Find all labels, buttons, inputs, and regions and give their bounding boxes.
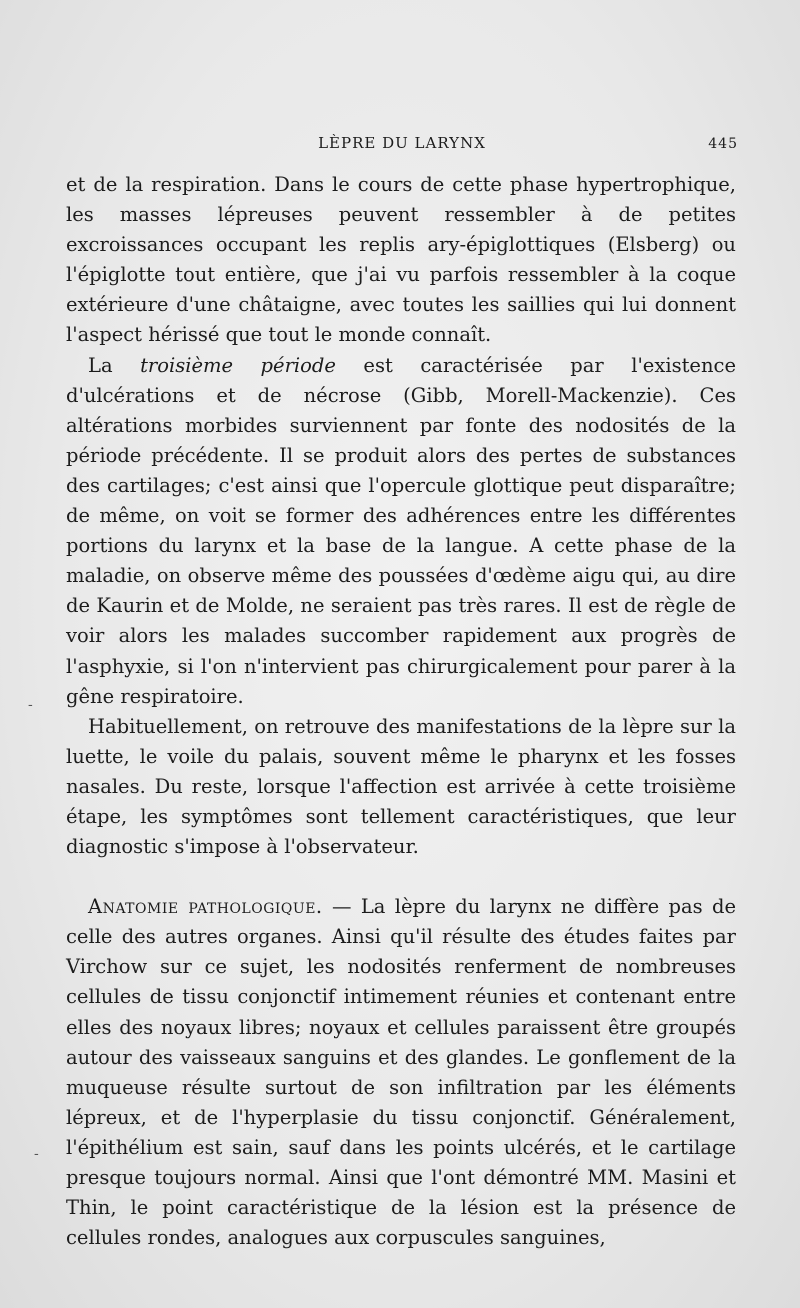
body-text bbox=[66, 170, 736, 1253]
paragraph-text: est caractérisée par l'existence d'ulcérations et de nécrose (Gibb, Morell-Mackenzie). Ces altérations morbides surviennent par fonte des nodosités de la période précédente. Il se produit alors des pertes de substances des cartilages; c'est ainsi que l'opercule glottique peut disparaître; de même, on voit se former des adhérences entre les différentes portions du larynx et la base de la langue. A cette phase de la maladie, on observe même des poussées d'œdème aigu qui, au dire de Kaurin et de Molde, ne seraient pas très rares. Il est de règle de voir alors les malades succomber rapidement aux progrès de l'asphyxie, si l'on n'intervient pas chirurgicalement pour parer à la gêne respiratoire. bbox=[66, 353, 736, 708]
paragraph-manifestations bbox=[66, 712, 736, 862]
paragraph-third-period bbox=[66, 351, 736, 712]
paragraph-continuation bbox=[66, 170, 736, 351]
paragraph-text: — La lèpre du larynx ne diffère pas de celle des autres organes. Ainsi qu'il résulte des études faites par Virchow sur ce sujet, les nodosités renferment de nombreuses cellules de tissu conjonctif intimement réunies et contenant entre elles des noyaux libres; noyaux et cellules paraissent être groupés autour des vaisseaux sanguins et des glandes. Le gonflement de la muqueuse résulte surtout de son infiltration par les éléments lépreux, et de l'hyperplasie du tissu conjonctif. Généralement, l'épithélium est sain, sauf dans les points ulcérés, et le cartilage presque toujours normal. Ainsi que l'ont démontré MM. Masini et Thin, le point caractéristique de la lésion est la présence de cellules rondes, analogues aux corpuscules sanguines, bbox=[66, 895, 736, 1250]
margin-dash-mark: - bbox=[28, 697, 33, 713]
margin-dash-mark: - bbox=[34, 1146, 39, 1162]
page-header bbox=[66, 134, 738, 156]
running-title: LÈPRE DU LARYNX bbox=[318, 134, 486, 152]
section-heading: Anatomie pathologique. bbox=[88, 895, 323, 919]
paragraph-text: Habituellement, on retrouve des manifestations de la lèpre sur la luette, le voile du palais, souvent même le pharynx et les fosses nasales. Du reste, lorsque l'affection est arrivée à cette troisième étape, les symptômes sont tellement caractéristiques, que leur diagnostic s'impose à l'observateur. bbox=[66, 714, 736, 859]
emphasis-term: troisième période bbox=[140, 353, 336, 377]
paragraph-lead: La bbox=[88, 353, 141, 377]
page-number: 445 bbox=[708, 136, 738, 152]
paragraph-text: et de la respiration. Dans le cours de cette phase hypertrophique, les masses lépreuses peuvent ressembler à de petites excroissances occupant les replis ary-épiglottiques (Elsberg) ou l'épiglotte tout entière, que j'ai vu parfois ressembler à la coque extérieure d'une châtaigne, avec toutes les saillies qui lui donnent l'aspect hérissé que tout le monde connaît. bbox=[66, 173, 736, 347]
paragraph-anatomie bbox=[66, 892, 736, 1253]
